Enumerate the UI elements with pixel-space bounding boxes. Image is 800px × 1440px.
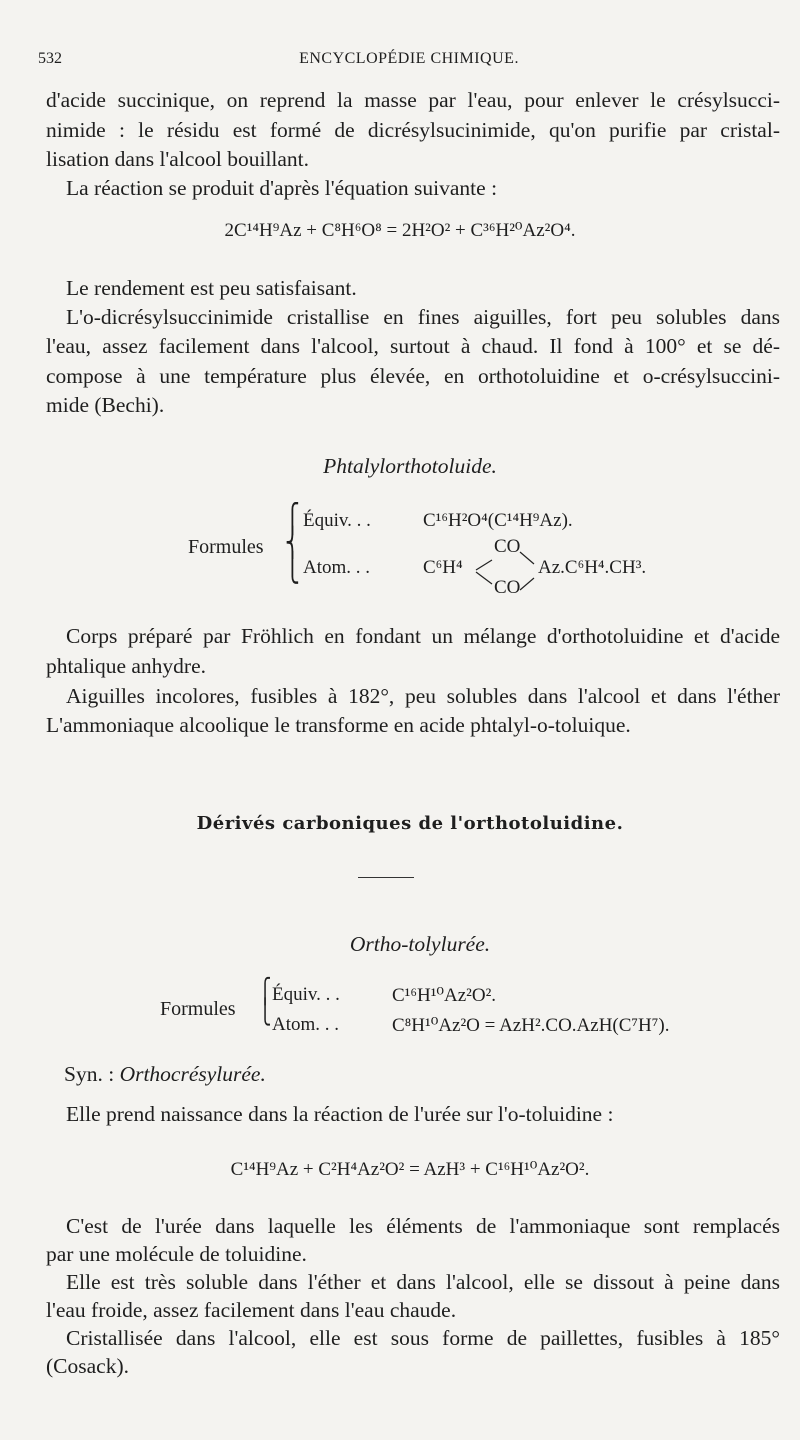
co-bottom: CO (494, 577, 521, 598)
phtalyl-equiv-label: Équiv. . . (303, 510, 371, 531)
phtalyl-atom-label: Atom. . . (303, 557, 371, 578)
phtalyl-title: Phtalylorthotoluide. (323, 454, 497, 478)
tolyluree-p3-line-1: Cristallisée dans l'alcool, elle est sous forme de paillettes, fusibles à 185° (66, 1326, 780, 1350)
phtalyl-equiv-formula: C¹⁶H²O⁴(C¹⁴H⁹Az). (423, 510, 573, 531)
page-header (38, 50, 780, 76)
co-top: CO (494, 536, 521, 557)
intro-line-2: nimide : le résidu est formé de dicrésylsucinimide, qu'on purifie par cristal- (46, 118, 780, 142)
intro-line-3: lisation dans l'alcool bouillant. (46, 147, 310, 171)
tolyluree-brace-top-icon: ⎧ (258, 979, 272, 1005)
equation-1: 2C¹⁴H⁹Az + C⁸H⁶O⁸ = 2H²O² + C³⁶H²⁰Az²O⁴. (224, 220, 576, 241)
synonym-line (64, 1060, 266, 1088)
section-heading: Dérivés carboniques de l'orthotoluidine. (196, 813, 624, 834)
phtalyl-brace-mid-icon: ⎨ (285, 528, 300, 559)
equation-2: C¹⁴H⁹Az + C²H⁴Az²O² = AzH³ + C¹⁶H¹⁰Az²O². (230, 1159, 590, 1180)
tolyluree-p3-line-2: (Cosack). (46, 1354, 129, 1378)
dicresyl-line-4: mide (Bechi). (46, 393, 165, 417)
dicresyl-line-3: compose à une température plus élevée, en orthotoluidine et o-crésylsuccini- (46, 364, 780, 388)
phtalyl-p2-line-1: Aiguilles incolores, fusibles à 182°, peu solubles dans l'alcool et dans l'éther (66, 684, 780, 708)
phtalyl-brace-icon: ⎧ (285, 504, 300, 535)
tolyluree-p2-line-1: Elle est très soluble dans l'éther et dans l'alcool, elle se dissout à peine dans (66, 1270, 780, 1294)
tolyluree-p1-line-2: par une molécule de toluidine. (46, 1242, 307, 1266)
tolyluree-formulas-label: Formules (160, 998, 236, 1020)
phtalyl-atom-prefix: C⁶H⁴ (423, 557, 463, 578)
phtalyl-atom-suffix: Az.C⁶H⁴.CH³. (538, 557, 647, 578)
tolyluree-title: Ortho-tolylurée. (349, 932, 491, 956)
dicresyl-line-2: l'eau, assez facilement dans l'alcool, surtout à chaud. Il fond à 100° et se dé- (46, 334, 780, 358)
phtalyl-p2-line-2: L'ammoniaque alcoolique le transforme en acide phtalyl-o-toluique. (46, 713, 631, 737)
tolyluree-equiv-label: Équiv. . . (272, 984, 340, 1005)
tolyluree-equiv-formula: C¹⁶H¹⁰Az²O². (392, 985, 497, 1006)
reaction-intro: La réaction se produit d'après l'équation suivante : (66, 176, 498, 200)
intro-line-1: d'acide succinique, on reprend la masse par l'eau, pour enlever le crésylsucci- (46, 88, 780, 112)
co-bond-lines (470, 540, 590, 604)
page-number: 532 (38, 50, 62, 67)
yield-text: Le rendement est peu satisfaisant. (66, 276, 357, 300)
tolyluree-origin: Elle prend naissance dans la réaction de l'urée sur l'o-toluidine : (66, 1102, 614, 1126)
tolyluree-brace-bottom-icon: ⎩ (258, 1000, 272, 1026)
tolyluree-p1-line-1: C'est de l'urée dans laquelle les éléments de l'ammoniaque sont remplacés (66, 1214, 780, 1238)
running-title: ENCYCLOPÉDIE CHIMIQUE. (299, 50, 519, 67)
synonym-value: Orthocrésylurée. (119, 1062, 266, 1086)
tolyluree-atom-formula: C⁸H¹⁰Az²O = AzH².CO.AzH(C⁷H⁷). (392, 1015, 670, 1036)
synonym-label: Syn. : (64, 1062, 115, 1086)
tolyluree-p2-line-2: l'eau froide, assez facilement dans l'eau chaude. (46, 1298, 457, 1322)
dicresyl-line-1: L'o-dicrésylsuccinimide cristallise en fines aiguilles, fort peu solubles dans (66, 305, 780, 329)
section-rule (358, 877, 414, 878)
phtalyl-brace-bottom-icon: ⎩ (285, 553, 300, 584)
phtalyl-p1-line-2: phtalique anhydre. (46, 654, 207, 678)
phtalyl-p1-line-1: Corps préparé par Fröhlich en fondant un mélange d'orthotoluidine et d'acide (66, 624, 780, 648)
phtalyl-formulas-label: Formules (188, 536, 264, 558)
tolyluree-atom-label: Atom. . . (272, 1014, 340, 1035)
